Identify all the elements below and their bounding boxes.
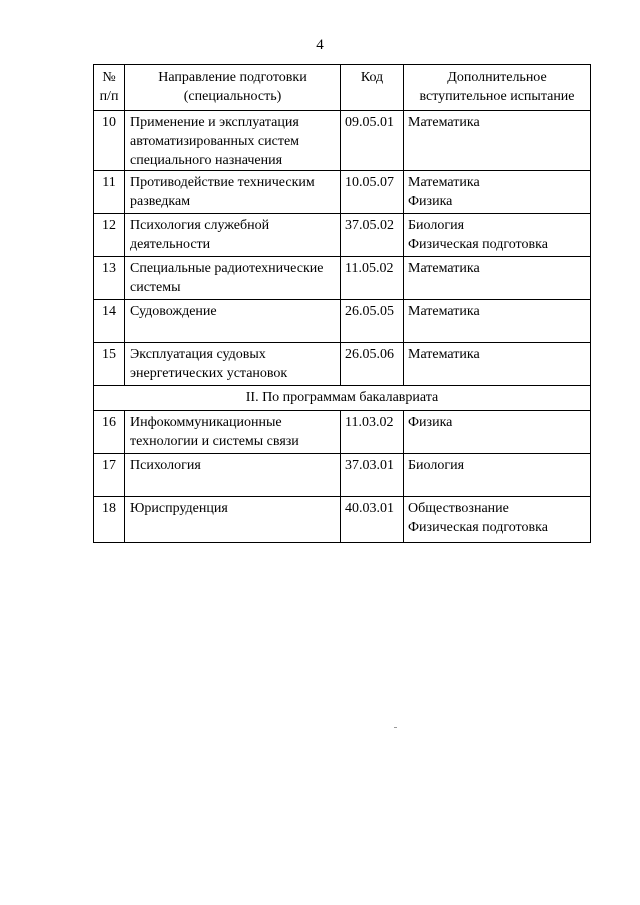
exam-line: Физическая подготовка	[408, 520, 548, 535]
row-code: 26.05.06	[341, 343, 404, 386]
row-exam	[404, 300, 591, 343]
row-exam	[404, 171, 591, 214]
header-number-line: №	[102, 70, 116, 85]
direction-line: энергетических установок	[130, 366, 288, 381]
row-number: 16	[94, 411, 125, 454]
exam-line: Математика	[408, 347, 480, 362]
header-exam-line: Дополнительное	[447, 70, 547, 85]
table-row	[94, 214, 591, 257]
row-exam	[404, 454, 591, 497]
row-code: 37.05.02	[341, 214, 404, 257]
row-number: 12	[94, 214, 125, 257]
row-code: 11.03.02	[341, 411, 404, 454]
header-number	[94, 65, 125, 111]
exam-line: Математика	[408, 261, 480, 276]
exam-line: Математика	[408, 304, 480, 319]
row-direction	[125, 411, 341, 454]
row-exam	[404, 111, 591, 171]
table-row	[94, 497, 591, 543]
direction-line: Применение и эксплуатация	[130, 115, 299, 130]
row-direction	[125, 497, 341, 543]
direction-line: Эксплуатация судовых	[130, 347, 266, 362]
exam-line: Физика	[408, 415, 453, 430]
direction-line: разведкам	[130, 194, 191, 209]
row-direction	[125, 257, 341, 300]
row-direction	[125, 111, 341, 171]
table-row	[94, 454, 591, 497]
direction-line: автоматизированных систем	[130, 134, 300, 149]
row-exam	[404, 343, 591, 386]
row-exam	[404, 497, 591, 543]
table-row	[94, 411, 591, 454]
direction-line: Противодействие техническим	[130, 175, 315, 190]
direction-line: технологии и системы связи	[130, 434, 299, 449]
row-exam	[404, 257, 591, 300]
direction-line: Юриспруденция	[130, 501, 228, 516]
row-code: 40.03.01	[341, 497, 404, 543]
exam-line: Биология	[408, 458, 465, 473]
direction-line: Инфокоммуникационные	[130, 415, 282, 430]
table-row	[94, 343, 591, 386]
row-direction	[125, 454, 341, 497]
direction-line: деятельности	[130, 237, 211, 252]
row-number: 14	[94, 300, 125, 343]
table-row	[94, 300, 591, 343]
direction-line: специального назначения	[130, 153, 283, 168]
row-code: 26.05.05	[341, 300, 404, 343]
row-exam	[404, 214, 591, 257]
row-number: 13	[94, 257, 125, 300]
direction-line: Судовождение	[130, 304, 217, 319]
direction-line: системы	[130, 280, 181, 295]
table-row	[94, 257, 591, 300]
exam-line: Обществознание	[408, 501, 509, 516]
row-code: 11.05.02	[341, 257, 404, 300]
header-exam	[404, 65, 591, 111]
header-direction	[125, 65, 341, 111]
table-row	[94, 111, 591, 171]
exam-line: Биология	[408, 218, 465, 233]
header-code	[341, 65, 404, 111]
direction-line: Психология служебной	[130, 218, 270, 233]
row-number: 15	[94, 343, 125, 386]
row-code: 37.03.01	[341, 454, 404, 497]
row-code: 09.05.01	[341, 111, 404, 171]
row-direction	[125, 300, 341, 343]
scan-speck	[394, 727, 397, 728]
direction-line: Психология	[130, 458, 201, 473]
exam-line: Математика	[408, 115, 480, 130]
row-direction	[125, 171, 341, 214]
row-number: 11	[94, 171, 125, 214]
table-row	[94, 171, 591, 214]
section-row	[94, 386, 591, 411]
header-direction-line: Направление подготовки	[158, 70, 307, 85]
exam-line: Физика	[408, 194, 453, 209]
row-code: 10.05.07	[341, 171, 404, 214]
table-header-row	[94, 65, 591, 111]
row-number: 18	[94, 497, 125, 543]
specialties-table	[93, 64, 591, 543]
row-direction	[125, 214, 341, 257]
header-exam-line: вступительное испытание	[419, 89, 575, 104]
exam-line: Физическая подготовка	[408, 237, 548, 252]
row-exam	[404, 411, 591, 454]
header-number-line: п/п	[99, 89, 119, 104]
header-direction-line: (специальность)	[183, 89, 282, 104]
section-title: II. По программам бакалавриата	[94, 386, 591, 411]
direction-line: Специальные радиотехнические	[130, 261, 324, 276]
row-number: 10	[94, 111, 125, 171]
header-code-label: Код	[360, 70, 384, 85]
page-number: 4	[316, 37, 324, 53]
row-direction	[125, 343, 341, 386]
row-number: 17	[94, 454, 125, 497]
exam-line: Математика	[408, 175, 480, 190]
